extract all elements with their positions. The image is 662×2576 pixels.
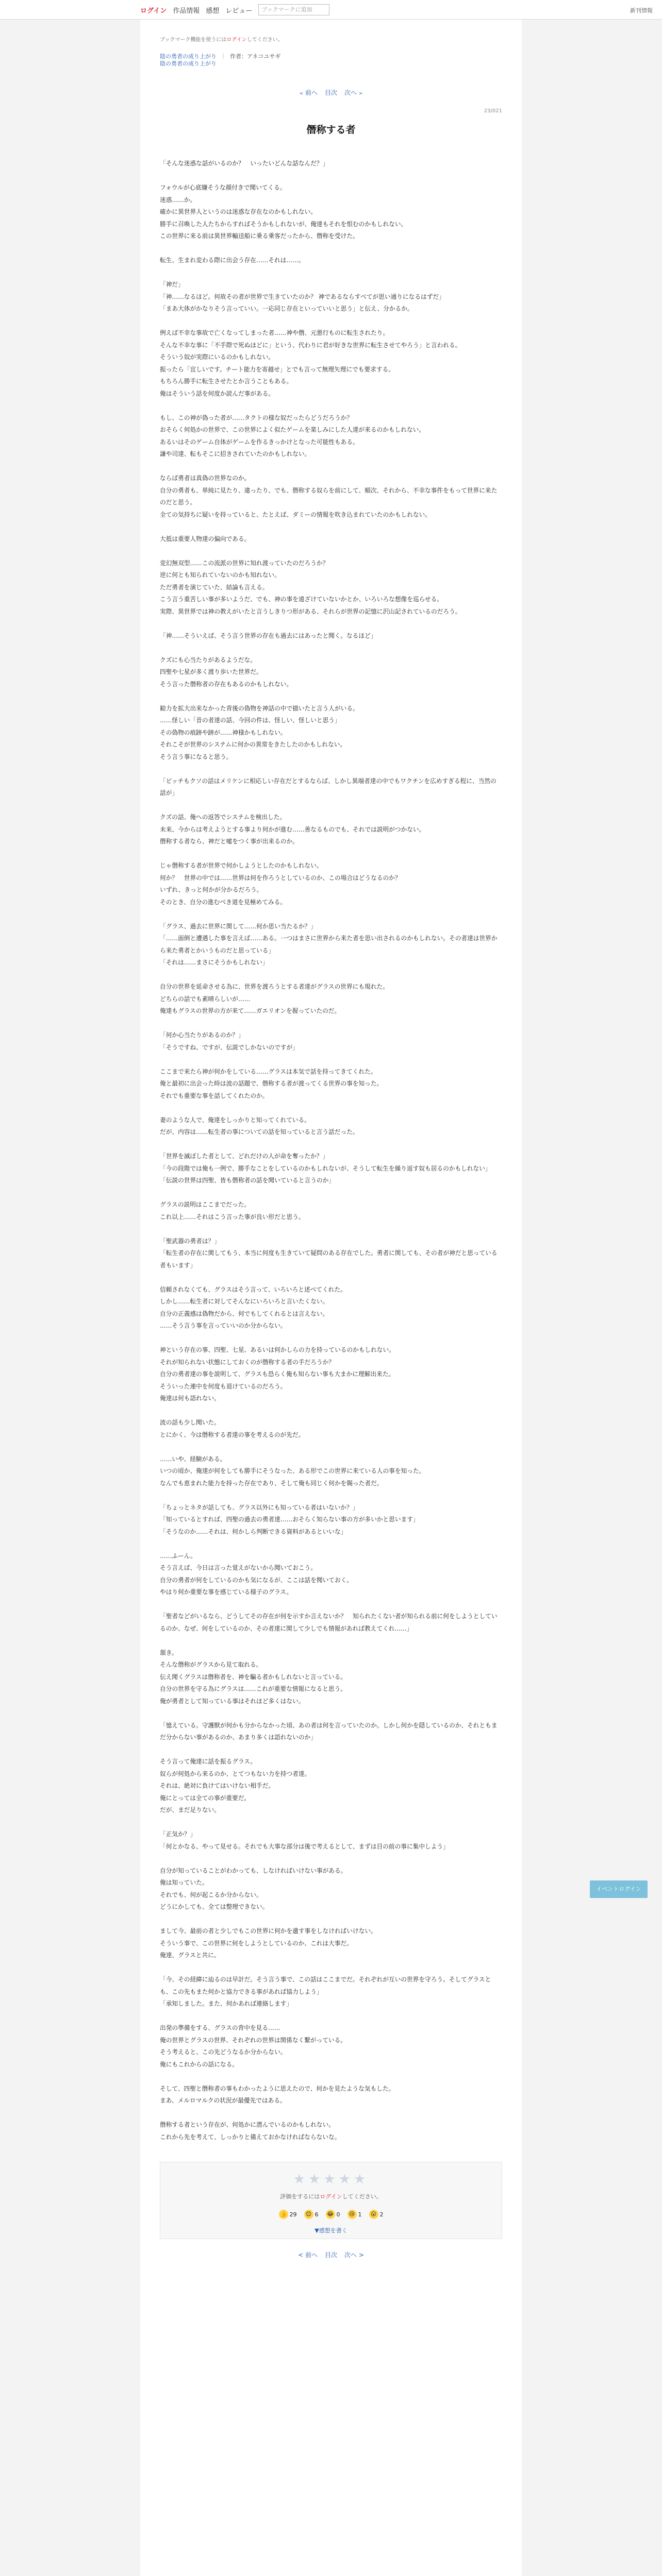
text-line: 変幻無双型……この流派の世界に知れ渡っていたのだろうか？: [160, 559, 329, 567]
text-line: それこそが世界のシステムに何かの異常をきたしたのかもしれない。: [160, 741, 346, 748]
text-line: 全ての気持ちに疑いを持っていると、たとえば、ダミーの情報を吹き込まれていたのかもしれない。: [160, 511, 431, 518]
text-line: 俺にとっては全ての事が重要だ。: [160, 1794, 251, 1802]
text-line: 何か？ 世界の中では……世界は何を作ろうとしているのか、この場合はどうなるのか？: [160, 874, 401, 882]
episode-pager-bottom: [160, 2250, 502, 2259]
text-line: そういう事で、この世界に何をしようとしているのか、これは大事だ。: [160, 1939, 353, 1947]
text-line: 「聖武器の勇者は？」: [160, 1237, 220, 1245]
rating-panel: [160, 2162, 502, 2239]
next-episode-link[interactable]: 次へ >: [344, 89, 363, 96]
text-line: そう考えると、この先どうなるか分からない。: [160, 2048, 287, 2056]
reaction-bar: [160, 2210, 502, 2219]
text-line: そう言って俺達に話を振るグラス。: [160, 1758, 257, 1765]
text-line: 妻のような人で、俺達をしっかりと知ってくれている。: [160, 1116, 310, 1124]
text-line: 未来、今からは考えようとする事より何かが進む……善なるものでも、それでは説明がつかない。: [160, 825, 425, 833]
chevron-right-icon: >: [358, 2251, 364, 2259]
login-notice: [160, 35, 502, 43]
text-line: 俺はそういう話を何度か読んだ事がある。: [160, 389, 275, 397]
text-line: ……ふーん。: [160, 1552, 196, 1560]
header-link-reviews[interactable]: レビュー: [225, 7, 253, 15]
text-line: もし、この神が偽った者が……タクトの様な奴だったらどうだろうか？: [160, 414, 353, 421]
text-line: そういう奴が実際にいるのかもしれない。: [160, 353, 275, 361]
text-line: 「そんな迷惑な話がいるのか？ いったいどんな話なんだ？」: [160, 160, 329, 167]
cry-icon: 😢: [347, 2210, 357, 2219]
paragraph: [160, 630, 502, 642]
site-logo-link[interactable]: 新刊情報: [630, 7, 653, 14]
text-line: 確かに異世界人というのは迷惑な存在なのかもしれない。: [160, 208, 317, 215]
text-line: 自分の正義感は偽物だから、何でもしてくれるとは言えない。: [160, 1310, 329, 1317]
paragraph: [160, 1720, 502, 1744]
paragraph: [160, 703, 502, 764]
text-line: 「それは……まさにそうかもしれない」: [160, 959, 269, 966]
text-line: 自分の勇者達の事を説明して、グラスも恐らく俺も知らない事も大まかに理解出来た。: [160, 1370, 395, 1378]
text-line: クズの話、俺への返答でシステムを検出した。: [160, 814, 286, 821]
paragraph: [160, 327, 502, 400]
bookmark-add-input[interactable]: ブックマークに追加: [258, 4, 329, 15]
site-header: [0, 0, 662, 20]
text-line: いずれ、きっと何かが分かるだろう。: [160, 886, 263, 893]
login-link[interactable]: ログイン: [140, 7, 167, 15]
text-line: そんな不幸な事に「不手際で死ぬほどに」という、代わりに君が好きな世界に転生させてやろう」と言われる。: [160, 341, 461, 349]
author-name: 作者：アネコユサギ: [230, 53, 281, 60]
text-line: 四聖や七星が多く渡り歩いた世界だ。: [160, 668, 262, 675]
paragraph: [160, 1865, 502, 1913]
text-line: 「グラス、過去に世界に関して……何か思い当たるか？」: [160, 922, 317, 930]
text-line: 「転生者の存在に関してもう、本当に何度も生きていて疑問のある存在でした。勇者に関しても、その者が神だと思っている者もいます」: [160, 1249, 498, 1269]
paragraph: [160, 1925, 502, 1962]
episode-title: 僭称する者: [306, 124, 356, 135]
paragraph: [160, 2022, 502, 2071]
chevron-left-icon: <: [299, 91, 304, 96]
text-line: 俺達、グラスと共に。: [160, 1952, 220, 1959]
novel-page: [140, 20, 522, 2576]
toc-link-bottom[interactable]: 目次: [324, 2251, 337, 2259]
paragraph: [160, 1114, 502, 1139]
paragraph: [160, 1066, 502, 1103]
text-line: 「そうなのか……それは、何かしら判断できる資料があるといいな」: [160, 1528, 347, 1535]
text-line: 俺にもこれからの話になる。: [160, 2060, 238, 2068]
text-line: なんでも恵まれた能力を持った存在であり、そして俺も同じく何かを賜った者だ。: [160, 1479, 383, 1487]
text-line: 「今、その経緯に辿るのは早計だ。そう言う事で、この話はここまでだ。それぞれが互いの世界を守ろう。そしてグラスとも、この先もまた何かと協力できる事があれば協力しよう」: [160, 1976, 491, 1995]
text-line: 俺の世界とグラスの世界、それぞれの世界は関係なく繋がっている。: [160, 2036, 346, 2044]
side-event-button[interactable]: イベントログイン: [590, 1880, 648, 1898]
text-line: とにかく、今は僭称する者達の事を考えるのが先だ。: [160, 1431, 305, 1438]
paragraph: [160, 1550, 502, 1599]
text-line: まあ、メルロマルクの状況が最優先ではある。: [160, 2097, 286, 2104]
paragraph: [160, 1974, 502, 2010]
text-line: 「神……そういえば、そう言う世界の存在も過去にはあったと聞く。なるほど」: [160, 632, 377, 639]
text-line: 「何か心当たりがあるのか？」: [160, 1031, 244, 1039]
text-line: そして、四聖と僭称者の事もわかったように思えたので、何かを見たような気もした。: [160, 2084, 395, 2092]
laugh-icon: 😂: [326, 2210, 335, 2219]
text-line: ……そう言う事を言っていいのか分からない。: [160, 1322, 287, 1329]
thumbs-up-icon: 👍: [279, 2210, 288, 2219]
text-line: ただ勇者を演じていた、結論も言える。: [160, 583, 269, 591]
text-line: 信頼されなくても、グラスはそう言って、いろいろと述べてくれた。: [160, 1285, 346, 1293]
paragraph: [160, 1756, 502, 1817]
paragraph: [160, 1150, 502, 1187]
paragraph: [160, 1502, 502, 1538]
text-line: どちらの話でも素晴らしいが……: [160, 995, 251, 1003]
text-line: そう言えば、今日は言った覚えがないから聞いておこう。: [160, 1564, 317, 1571]
prev-episode-link[interactable]: < 前へ: [299, 89, 318, 96]
text-line: 「ちょっとネタが話しても、グラス以外にも知っている者はいないか？」: [160, 1503, 359, 1511]
text-line: 「憶えている。守護獣が何かも分からなかった頃、あの者は何を言っていたのか。しかし何かを隠しているのか、それともまだ分からない事があるのか、あまり多くは語れないのか」: [160, 1721, 498, 1741]
text-line: 出発の準備をする、グラスの背中を見る……: [160, 2024, 280, 2031]
reaction-laugh[interactable]: 😂 0: [326, 2210, 340, 2219]
text-line: そう言う事になると思う。: [160, 753, 233, 760]
text-line: だが、内容は……転生者の事についての話を知っていると言う話だった。: [160, 1128, 359, 1136]
text-line: そんな僭称がグラスから見て取れる。: [160, 1661, 262, 1668]
text-line: ならば勇者は真偽の世界なのか。: [160, 474, 251, 482]
text-line: 自分の勇者も、単純に見たり、違ったり、でも、僭称する奴らを前にして、順次、それから、不幸な事件をもって世界に来たのだと思う。: [160, 486, 498, 506]
toc-link[interactable]: 目次: [324, 89, 337, 96]
paragraph: [160, 533, 502, 546]
paragraph: [160, 279, 502, 315]
text-line: 大抵は重要人物達の偏向である。: [160, 535, 251, 543]
text-line: 俺達は何も語れない。: [160, 1395, 220, 1402]
text-line: そう言った僭称者の存在もあるのかもしれない。: [160, 680, 293, 688]
paragraph: [160, 472, 502, 521]
paragraph: [160, 1611, 502, 1635]
text-line: それでも、何が起こるか分からない。: [160, 1891, 262, 1899]
paragraph: [160, 811, 502, 848]
write-impression-link[interactable]: ▼感想を書く: [315, 2227, 347, 2234]
text-line: 「神……なるほど。何故その者が世界で生きていたのか？ 神であるならすべてが思い通りになるはずだ」: [160, 293, 445, 300]
reaction-surprise[interactable]: 😮 2: [369, 2210, 384, 2219]
text-line: 謙や司達、転もそこに招きされていたのかもしれない。: [160, 450, 311, 457]
episode-pager-top: [160, 88, 502, 97]
chevron-right-icon: >: [358, 91, 363, 96]
text-line: クズにも心当たりがあるようだな。: [160, 656, 256, 664]
text-line: 僭称する者という存在が、何処かに潜んでいるのかもしれない。: [160, 2121, 335, 2128]
paragraph: [160, 412, 502, 461]
paragraph: [160, 775, 502, 800]
paragraph: [160, 255, 502, 267]
work-link[interactable]: 陰の勇者の成り上がり: [160, 60, 217, 67]
text-line: 波の話も少し聞いた。: [160, 1419, 220, 1426]
header-link-info[interactable]: 作品情報: [173, 7, 200, 15]
text-line: それが知られない状態にしておくのが僭称する者の手だろうか？: [160, 1358, 335, 1366]
reaction-cry[interactable]: 😢 1: [347, 2210, 362, 2219]
text-line: その偽物の痕跡や跡が……神様かもしれない。: [160, 728, 287, 736]
episode-number: 23/021: [484, 108, 502, 114]
text-line: 逆に何とも知られていないのかも知れない。: [160, 571, 280, 579]
text-line: 俺は知っていた。: [160, 1879, 208, 1886]
paragraph: [160, 654, 502, 691]
text-line: それでも重要な事を話してくれたのか。: [160, 1092, 269, 1099]
text-line: 「伝説の世界は四聖、皆も僭称者の話を聞いていると言うのか」: [160, 1177, 335, 1184]
series-link[interactable]: 陰の勇者の成り上がり: [160, 53, 217, 60]
text-line: 「まあ大体がかなりそう言っていい。一応同じ存在といっていいと思う」と伝え、分かるか。: [160, 305, 413, 312]
text-line: おそらく何処かの世界で、この世界によく似たゲームを楽しみにした人達が来るのかもしれない。: [160, 426, 425, 433]
paragraph: [160, 2083, 502, 2107]
text-line: そういった連中を何度も退けているのだろう。: [160, 1382, 287, 1390]
text-line: 振ったら「宜しいです。チート能力を寄越せ」とでも言って無理矢理にでも要求する。: [160, 365, 394, 373]
text-line: ……いや、経験がある。: [160, 1455, 226, 1463]
text-line: それは、絶対に負けてはいけない相手だ。: [160, 1782, 275, 1789]
smile-icon: 😊: [304, 2210, 313, 2219]
paragraph: [160, 1029, 502, 1054]
paragraph: [160, 1235, 502, 1272]
text-line: 「知っているとすれば、四聖の過去の勇者達……おそらく知らない事の方が多いかと思います」: [160, 1516, 419, 1523]
text-line: 自分が知っていることがわかっても、しなければいけない事がある。: [160, 1867, 347, 1874]
breadcrumb-separator: ｜: [220, 53, 226, 60]
text-line: 「聖者などがいるなら、どうしてその存在が何を示すか言えないか？ 知られたくない者が知られる前に何をしようとしているのか、なぜ、何をしているのか、その者達に関して少しでも情報があれば教えてくれ……」: [160, 1613, 498, 1632]
header-link-impressions[interactable]: 感想: [206, 7, 220, 15]
surprise-icon: 😮: [369, 2210, 378, 2219]
reaction-thumbs-up[interactable]: 👍 29: [279, 2210, 297, 2219]
paragraph: [160, 158, 502, 170]
text-line: グラスの説明はここまでだった。: [160, 1201, 250, 1208]
paragraph: [160, 557, 502, 618]
text-line: だが、まだ足りない。: [160, 1806, 220, 1814]
header-nav: [140, 0, 329, 20]
text-line: 奴らが何処から来るのか、とてつもない力を持つ者達。: [160, 1770, 311, 1777]
text-line: まして今、最前の者と少しでもこの世界に何かを遺す事をしなければいけない。: [160, 1927, 377, 1935]
text-line: 神という存在の事、四聖、七星、あるいは何かしらの力を持っているのかもしれない。: [160, 1346, 395, 1353]
text-line: もちろん勝手に転生させたとか言うこともある。: [160, 378, 293, 385]
text-line: やはり何か重要な事を感じている様子のグラス。: [160, 1588, 293, 1596]
text-line: しかし……転生者に対してそんなにいろいろと言いたくない。: [160, 1298, 329, 1305]
rating-login-link[interactable]: ログイン: [320, 2193, 342, 2200]
text-line: 「正気か？」: [160, 1831, 196, 1838]
paragraph: [160, 1284, 502, 1332]
paragraph: [160, 1828, 502, 1853]
rating-stars[interactable]: ★★★★★: [293, 2172, 369, 2187]
text-line: いつの頃か、俺達が何をしても勝手にそうなった、ある形でこの世界に来ている人の事を知った。: [160, 1467, 425, 1475]
text-line: 「ビッチもクソの話はメリケンに相応しい存在だとするならば、しかし異端者達の中でもワクチンを広めすぎる程に、当然の話が」: [160, 777, 496, 796]
text-line: 伝え聞くグラスは僭称者を、神を騙る者かもしれないと言っている。: [160, 1673, 346, 1681]
chevron-left-icon: <: [298, 2251, 304, 2259]
text-line: 俺が勇者として知っている事はそれほど多くはない。: [160, 1697, 305, 1705]
text-line: 「承知しました。また、何かあれば連絡します」: [160, 2000, 293, 2007]
rating-login-message: 評価をするにはログインしてください。: [280, 2193, 382, 2200]
text-line: ここまで来たら神が何かをしている……グラスは本気で話を持ってきてくれた。: [160, 1067, 377, 1075]
paragraph: [160, 1417, 502, 1441]
paragraph: [160, 1647, 502, 1708]
prev-episode-link-bottom[interactable]: < 前へ: [298, 2251, 318, 2259]
text-line: 俺と最初に出会った時は波の話題で、僭称する者が渡ってくる世界の事を知った。: [160, 1080, 383, 1087]
text-line: これから先を考えて、しっかりと備えておかなければならないな。: [160, 2133, 341, 2141]
notice-suffix: してください。: [246, 37, 283, 43]
breadcrumb: [160, 53, 502, 67]
text-line: 「今の段階では俺も一例で、勝手なことをしているのかもしれないが、そうして転生を繰り返す奴も居るのかもしれない」: [160, 1164, 491, 1172]
text-line: どうにかしても、全ては整理できない。: [160, 1903, 269, 1910]
paragraph: [160, 182, 502, 243]
text-line: 「神だ」: [160, 281, 184, 288]
paragraph: [160, 1199, 502, 1223]
text-line: 実際、異世界では神の教えがいたと言うしきりつ形がある、それらが世界の記憶に沢山記されているのだろう。: [160, 607, 461, 615]
text-line: 僭称する者なら、神だと嘘をつく事が出来るのか。: [160, 838, 299, 845]
paragraph: [160, 860, 502, 908]
text-line: じゃ僭称する者が世界で何かしようとしたのかもしれない。: [160, 862, 323, 869]
text-line: ……怪しい「昔の者達の話、今回の件は、怪しい、怪しいと思う」: [160, 717, 341, 724]
novel-body: [160, 158, 502, 2143]
text-line: 自分の勇者が何をしているのかも気になるが、ここは話を聞いておく。: [160, 1576, 353, 1584]
text-line: この世界に来る前は異世界輸送船に乗る乗客だったから、僭称を受けた。: [160, 232, 359, 240]
text-line: そのとき、自分の進むべき道を見極めてみる。: [160, 898, 286, 906]
text-line: 俺達もグラスの世界の方が来て……ガエリオンを握っていたのだ。: [160, 1007, 341, 1014]
text-line: 「そうですね、ですが、伝説でしかないのですが」: [160, 1043, 299, 1051]
text-line: 転生、生まれ変わる際に出会う存在……それは……。: [160, 257, 305, 264]
text-line: あるいはそのゲーム自体がゲームを作るきっかけとなった可能性もある。: [160, 438, 359, 446]
paragraph: [160, 981, 502, 1018]
text-line: 「世界を滅ぼした者として、どれだけの人が命を奪ったか？」: [160, 1153, 329, 1160]
paragraph: [160, 2119, 502, 2143]
text-line: 迷惑……か。: [160, 196, 196, 204]
paragraph: [160, 921, 502, 969]
notice-login-link[interactable]: ログイン: [226, 37, 247, 43]
text-line: 「何とかなる、やって見せる。それでも大事な部分は後で考えるとして、まずは目の前の事に集中しよう」: [160, 1842, 449, 1850]
text-line: 勧力を拡大出来なかった背後の偽物を神話の中で描いたと言う人がいる。: [160, 704, 359, 712]
text-line: 自分の世界を延命させる為に、世界を渡ろうとする者達がグラスの世界にも現れた。: [160, 983, 389, 990]
paragraph: [160, 1344, 502, 1405]
text-line: これ以上……それはこう言った事が良い形だと思う。: [160, 1213, 305, 1221]
text-line: 「……面倒と遭遇した事を言えば……ある。一つはまさに世界から来た者を思い出されるのかもしれない。その者達は世界から来た勇者とかいうものだと思っている」: [160, 935, 498, 954]
text-line: 勝手に召喚した人たちからすればそうかもしれないが、俺達もそれを恨むのかもしれない。: [160, 220, 407, 228]
reaction-smile[interactable]: 😊 6: [304, 2210, 319, 2219]
text-line: 頷き。: [160, 1649, 178, 1656]
notice-prefix: ブックマーク機能を使うには: [160, 37, 227, 43]
text-line: 自分の世界を守る為にグラスは……これが重要な情報になると思う。: [160, 1685, 346, 1692]
paragraph: [160, 1453, 502, 1490]
text-line: 例えば不幸な事故で亡くなってしまった者……神や僭、元悪行ものに転生されたり。: [160, 329, 389, 336]
text-line: フォウルが心底嫌そうな顔付きで聞いてくる。: [160, 184, 286, 191]
text-line: こう言う重苦しい事が多いようだ、でも、神の事を遠ざけていないかとか、いろいろな想像を巡らせる。: [160, 596, 443, 603]
next-episode-link-bottom[interactable]: 次へ >: [344, 2251, 364, 2259]
